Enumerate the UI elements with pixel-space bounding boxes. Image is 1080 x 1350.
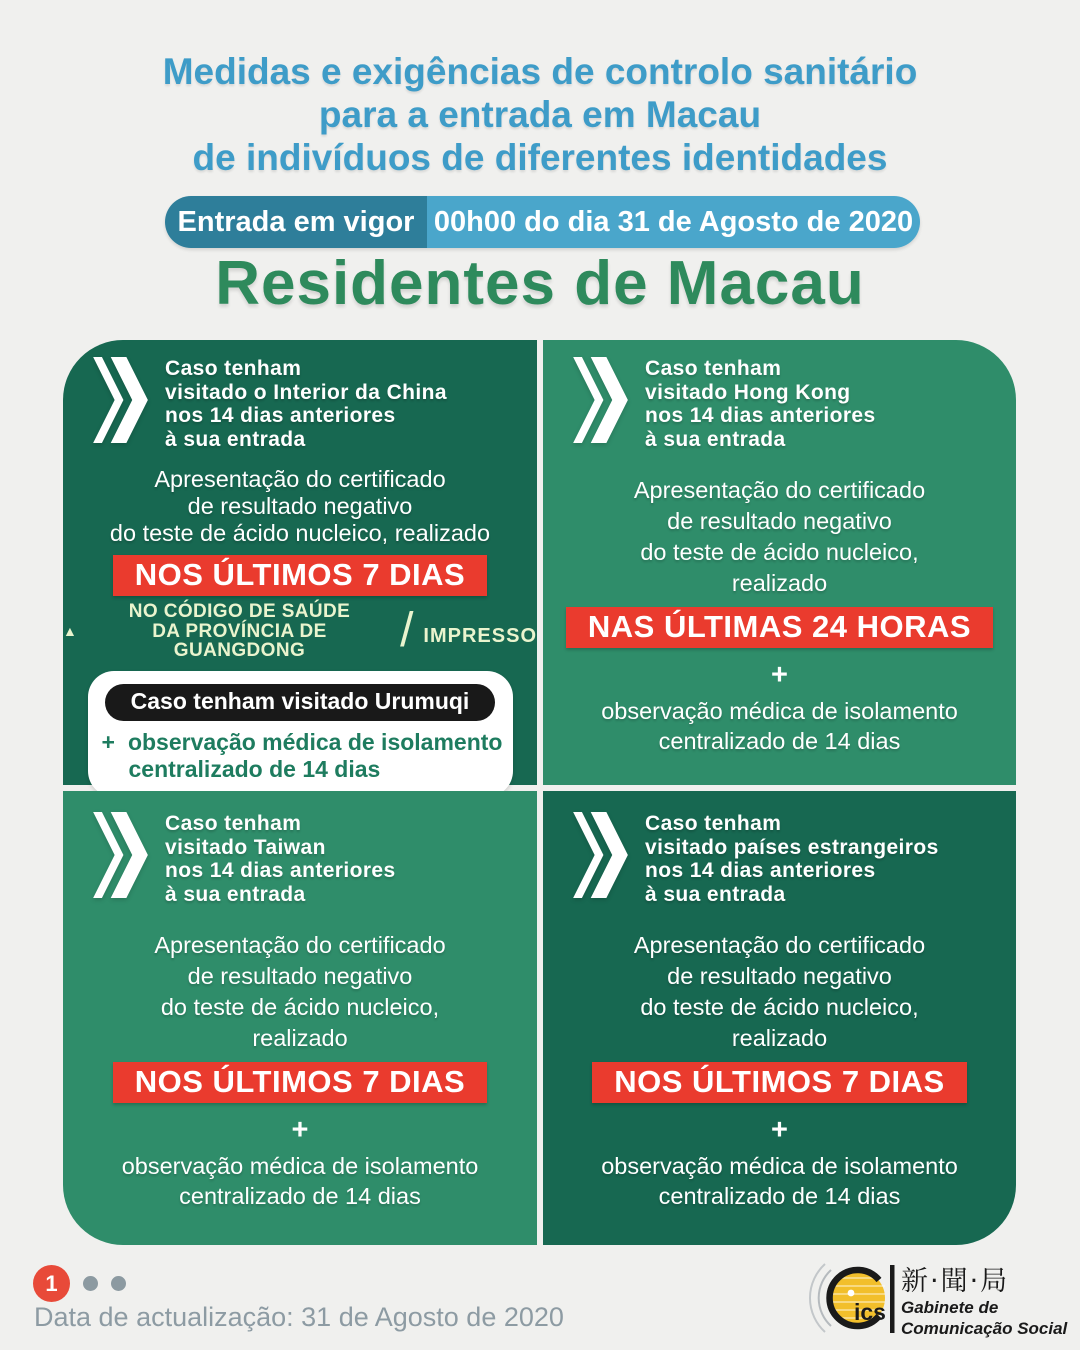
plus-sign: + [771, 1114, 788, 1146]
gcs-logo [795, 1260, 1070, 1342]
urumuqi-subcard [88, 671, 513, 797]
health-code-note [63, 602, 537, 661]
effective-date-banner [165, 196, 920, 248]
isolation-text: observação médica de isolamento centralizado de 14 dias [601, 1153, 958, 1209]
test-window-badge: NAS ÚLTIMAS 24 HORAS [566, 607, 993, 648]
card-requirement-text: Apresentação do certificado de resultado negativo do teste de ácido nucleico, realizado [109, 466, 491, 546]
isolation-text: observação médica de isolamento centralizado de 14 dias [601, 698, 958, 754]
page-title [0, 50, 1080, 179]
triangle-up-icon: ▲ [63, 623, 77, 640]
logo-mark-letters: ics [854, 1299, 886, 1325]
slash-divider: / [400, 604, 414, 658]
urumuqi-pill: Caso tenham visitado Urumuqi [105, 684, 496, 721]
section-title: Residentes de Macau [215, 249, 865, 318]
page-number-current: 1 [33, 1265, 70, 1302]
card-foreign-countries-header [543, 791, 1016, 906]
page-dot-3 [111, 1276, 126, 1291]
page-dot-2 [83, 1276, 98, 1291]
test-window-badge: NOS ÚLTIMOS 7 DIAS [592, 1062, 967, 1103]
page-title-line1: Medidas e exigências de controlo sanitário [162, 51, 918, 92]
card-requirement-text: Apresentação do certificado de resultado negativo do teste de ácido nucleico, realizado [633, 477, 926, 596]
effective-date-value: 00h00 do dia 31 de Agosto de 2020 [427, 196, 920, 248]
card-interior-china [63, 340, 537, 785]
page-title-line3: de indivíduos de diferentes identidades [192, 137, 888, 178]
card-heading: Caso tenham visitado o Interior da China nos 14 dias anteriores à sua entrada [165, 357, 447, 451]
urumuqi-requirement: + observação médica de isolamento centralizado de 14 dias [101, 728, 503, 782]
card-taiwan-header [63, 791, 537, 906]
card-interior-china-header [63, 340, 537, 451]
test-window-badge: NOS ÚLTIMOS 7 DIAS [113, 1062, 488, 1103]
card-heading: Caso tenham visitado Taiwan nos 14 dias anteriores à sua entrada [165, 812, 396, 906]
plus-sign: + [291, 1114, 309, 1146]
card-hong-kong [543, 340, 1016, 785]
logo-disc [829, 1270, 886, 1326]
chevrons-right-icon [93, 357, 148, 443]
plus-sign: + [771, 659, 788, 691]
logo-chinese-name: 新‧聞‧局 [901, 1266, 1010, 1297]
card-requirement-text: Apresentação do certificado de resultado negativo do teste de ácido nucleico, realizado [633, 932, 926, 1051]
plus-sign: + [101, 728, 115, 755]
chevrons-right-icon [93, 812, 148, 898]
card-heading: Caso tenham visitado países estrangeiros nos 14 dias anteriores à sua entrada [645, 812, 939, 906]
health-code-note-text: NO CÓDIGO DE SAÚDE DA PROVÍNCIA DE GUANGDONG [128, 601, 351, 661]
logo-pt-line1: Gabinete de [901, 1298, 999, 1317]
logo-pt-line2: Comunicação Social [901, 1319, 1068, 1338]
chevrons-right-icon [573, 357, 628, 443]
wave-icon [810, 1264, 825, 1332]
page-indicator [33, 1265, 126, 1302]
isolation-text: observação médica de isolamento centralizado de 14 dias [121, 1153, 479, 1209]
effective-date-label: Entrada em vigor [165, 196, 427, 248]
printed-option-label: IMPRESSO [423, 624, 537, 647]
update-date: Data de actualização: 31 de Agosto de 2020 [34, 1302, 564, 1332]
logo-divider [890, 1265, 895, 1333]
card-hong-kong-header [543, 340, 1016, 451]
chevrons-right-icon [573, 812, 628, 898]
test-window-badge: NOS ÚLTIMOS 7 DIAS [113, 555, 488, 596]
card-requirement-text: Apresentação do certificado de resultado negativo do teste de ácido nucleico, realizado [154, 932, 446, 1051]
card-heading: Caso tenham visitado Hong Kong nos 14 dias anteriores à sua entrada [645, 357, 876, 451]
card-foreign-countries [543, 791, 1016, 1245]
page-title-line2: para a entrada em Macau [318, 94, 762, 135]
card-taiwan [63, 791, 537, 1245]
